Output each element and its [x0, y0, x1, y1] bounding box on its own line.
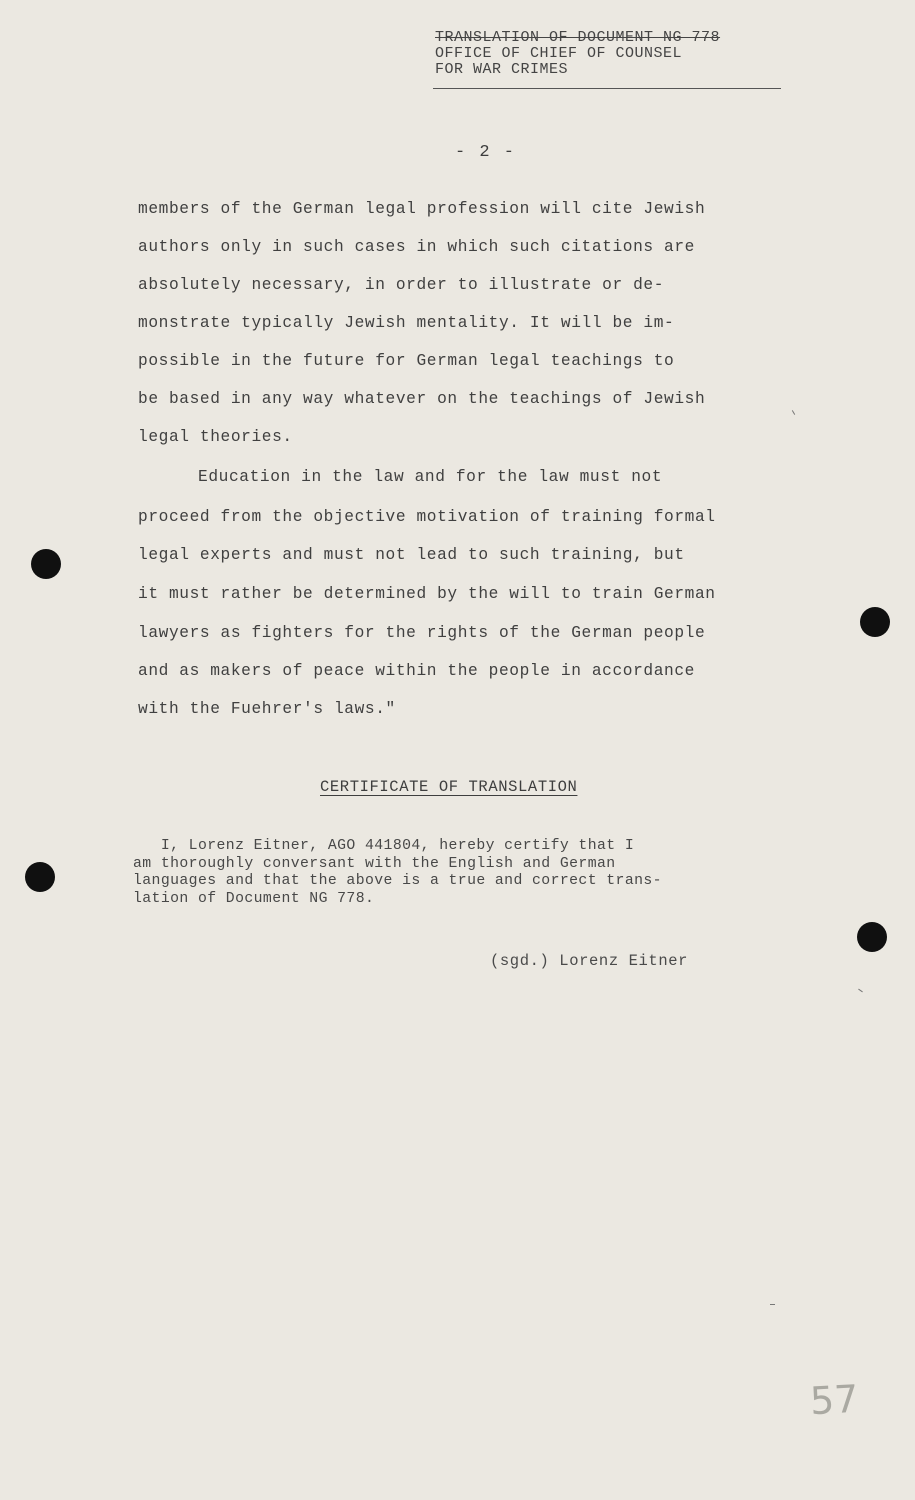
page-number: - 2 - [455, 143, 517, 162]
paragraph-line: absolutely necessary, in order to illustrate or de- [138, 276, 665, 294]
header-line-1: TRANSLATION OF DOCUMENT NG 778 [435, 29, 721, 46]
header-line-2: OFFICE OF CHIEF OF COUNSEL [435, 45, 683, 62]
paragraph-line: with the Fuehrer's laws." [138, 700, 396, 718]
punch-hole [857, 922, 887, 952]
paragraph-line: lawyers as fighters for the rights of the German people [138, 624, 706, 642]
punch-hole [25, 862, 55, 892]
paper-speck [858, 989, 863, 993]
certificate-line: I, Lorenz Eitner, AGO 441804, hereby certify that I [133, 838, 635, 854]
paragraph-line: possible in the future for German legal teachings to [138, 352, 675, 370]
paragraph-line: proceed from the objective motivation of training formal [138, 508, 716, 526]
paragraph-line: authors only in such cases in which such citations are [138, 238, 695, 256]
paragraph-line: legal experts and must not lead to such training, but [138, 546, 685, 564]
document-header [435, 30, 720, 78]
header-line-3: FOR WAR CRIMES [435, 61, 569, 78]
paper-speck [792, 410, 795, 415]
paragraph-line: Education in the law and for the law must not [198, 468, 663, 486]
paragraph-line: and as makers of peace within the people in accordance [138, 662, 695, 680]
header-rule [433, 88, 781, 89]
punch-hole [31, 549, 61, 579]
translator-signature: (sgd.) Lorenz Eitner [490, 952, 689, 970]
certificate-text [133, 838, 662, 908]
paragraph-line: be based in any way whatever on the teachings of Jewish [138, 390, 706, 408]
handwritten-page-number: 57 [808, 1376, 860, 1424]
certificate-line: languages and that the above is a true and correct trans- [133, 873, 662, 889]
certificate-line: am thoroughly conversant with the English and German [133, 855, 616, 872]
paragraph-line: monstrate typically Jewish mentality. It will be im- [138, 314, 675, 332]
certificate-title: CERTIFICATE OF TRANSLATION [320, 778, 578, 796]
punch-hole [860, 607, 890, 637]
paragraph-line: legal theories. [138, 428, 293, 446]
certificate-line: lation of Document NG 778. [133, 890, 375, 907]
paragraph-line: it must rather be determined by the will to train German [138, 585, 716, 603]
paper-speck [770, 1304, 775, 1305]
paragraph-line: members of the German legal profession will cite Jewish [138, 200, 706, 218]
